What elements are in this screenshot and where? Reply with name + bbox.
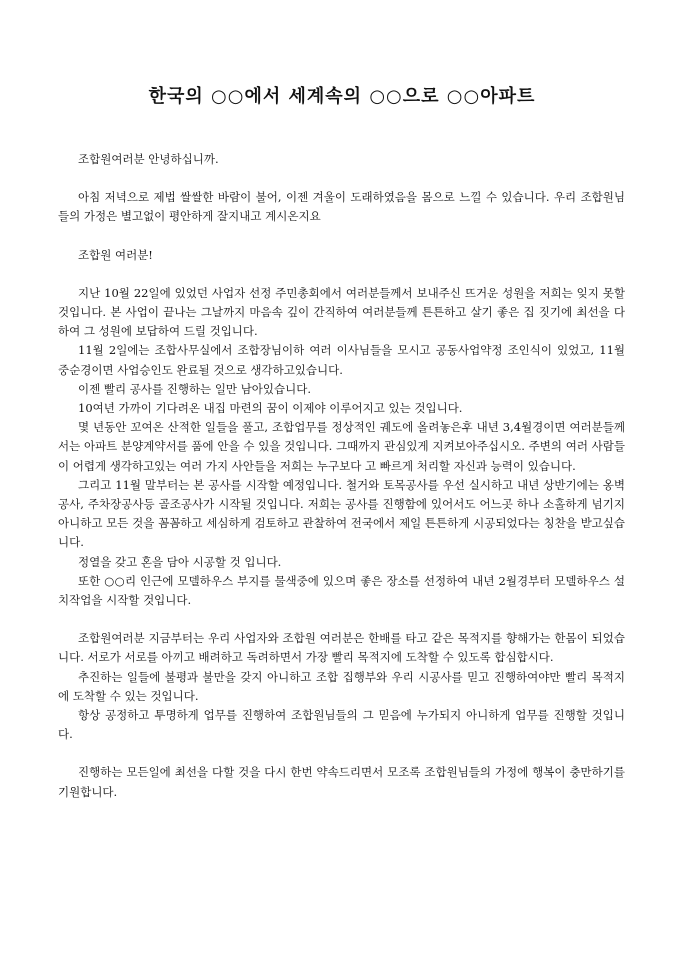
body-paragraph: 추진하는 일들에 불평과 불만을 갖지 아니하고 조합 집행부와 우리 시공사를 믿고 진행하여야만 빨리 목적지에 도착할 수 있는 것입니다. — [58, 669, 625, 703]
body-paragraph: 정열을 갖고 혼을 담아 시공할 것 입니다. — [78, 554, 282, 569]
paragraph-gap — [58, 744, 625, 763]
body-paragraph: 또한 ○○리 인근에 모델하우스 부지를 물색중에 있으며 좋은 장소를 선정하여 내년 2월경부터 모델하우스 설치작업을 시작할 것입니다. — [58, 573, 625, 608]
body-paragraph: 그리고 11월 말부터는 본 공사를 시작할 예정입니다. 철거와 토목공사를 우선 실시하고 내년 상반기에는 옹벽공사, 주차장공사등 골조공사가 시작될 것입니다. 저희는 공사를 진행함에 있어서도 어느곳 하나 소홀하게 넘기지 아니하고 모든 것을 꼼꼼하고 세심하게 검토하고 관찰하여 전국에서 제일 튼튼하게 시공되었다는 칭찬을 받고싶습니다. — [58, 477, 625, 550]
body-paragraph: 11월 2일에는 조합사무실에서 조합장님이하 여러 이사님들을 모시고 공동사업약정 조인식이 있었고, 11월 중순경이면 사업승인도 완료될 것으로 생각하고있습니다. — [58, 343, 625, 377]
weather-paragraph: 아침 저녁으로 제법 쌀쌀한 바람이 불어, 이젠 겨울이 도래하였음을 몸으로 느낄 수 있습니다. 우리 조합원님들의 가정은 별고없이 평안하게 잘지내고 계시온지요 — [58, 190, 625, 224]
greeting-paragraph: 조합원여러분 안녕하십니까. — [78, 152, 219, 166]
address-paragraph: 조합원 여러분! — [78, 247, 153, 262]
body-paragraph: 10여년 가까이 기다려온 내집 마련의 꿈이 이제야 이루어지고 있는 것입니다. — [78, 401, 463, 416]
paragraph-gap — [58, 169, 625, 188]
paragraph-gap — [58, 610, 625, 629]
paragraph-gap — [58, 265, 625, 284]
body-paragraph: 이젠 빨리 공사를 진행하는 일만 남아있습니다. — [78, 381, 312, 396]
closing-paragraph: 진행하는 모든일에 최선을 다할 것을 다시 한번 약속드리면서 모조록 조합원님들의 가정에 행복이 충만하기를 기원합니다. — [58, 765, 625, 799]
body-paragraph: 항상 공정하고 투명하게 업무를 진행하여 조합원님들의 그 믿음에 누가되지 아니하게 업무를 진행할 것입니다. — [58, 708, 625, 742]
paragraph-gap — [58, 227, 625, 246]
body-paragraph: 몇 년동안 꼬여온 산적한 일들을 풀고, 조합업무를 정상적인 궤도에 올려놓은후 내년 3,4월경이면 여러분들께서는 아파트 분양계약서를 품에 안을 수 있을 것입니다. 그때까지 관심있게 지켜보아주십시오. 주변의 여러 사람들이 어렵게 생각하고있는 여러 가지 사안들을 저희는 누구보다 고 빠르게 처리할 자신과 능력이 있습니다. — [58, 420, 625, 473]
document-body — [58, 150, 625, 802]
body-paragraph: 조합원여러분 지금부터는 우리 사업자와 조합원 여러분은 한배를 타고 같은 목적지를 향해가는 한몸이 되었습니다. 서로가 서로를 아끼고 배려하고 독려하면서 가장 빨리 목적지에 도착할 수 있도록 합심합시다. — [58, 631, 625, 665]
document-title: 한국의 ○○에서 세계속의 ○○으로 ○○아파트 — [148, 86, 536, 107]
body-paragraph: 지난 10월 22일에 있었던 사업자 선정 주민총회에서 여러분들께서 보내주신 뜨거운 성원을 저희는 잊지 못할 것입니다. 본 사업이 끝나는 그날까지 마음속 깊이 간직하여 여러분들께 튼튼하고 살기 좋은 집 짓기에 최선을 다하여 그 성원에 보답하여 드릴 것입니다. — [58, 285, 625, 339]
